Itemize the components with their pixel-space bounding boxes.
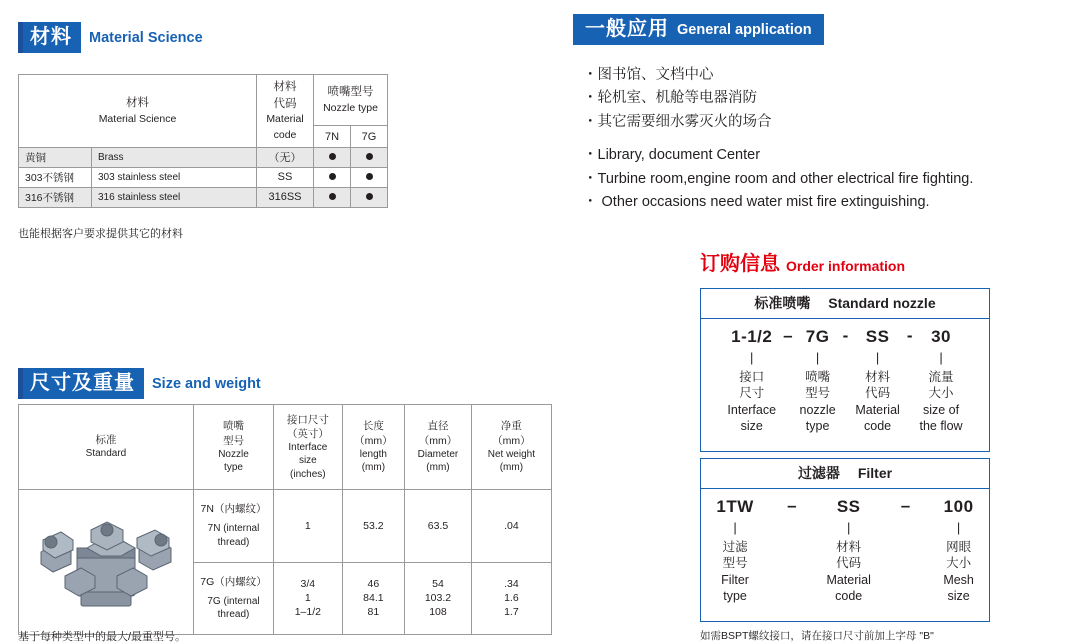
size-note: 基于每种类型中的最大/最重型号。	[18, 631, 187, 643]
order-code-part: SS | 材料 代码 Material code	[815, 496, 883, 605]
material-7g-dot	[351, 167, 388, 187]
list-item: ・图书馆、文档中心	[583, 67, 714, 83]
material-name-cn: 316不锈钢	[19, 187, 92, 207]
material-heading-en: Material Science	[89, 29, 203, 46]
material-table	[18, 74, 388, 208]
nozzle-type-cell: 7G（内螺纹） 7G (internal thread)	[193, 562, 273, 635]
connector-line: |	[846, 520, 851, 536]
table-row	[19, 147, 388, 167]
nozzle-type-cell: 7N（内螺纹） 7N (internal thread)	[193, 490, 273, 563]
net-weight-header: 净重 （mm） Net weight (mm)	[471, 405, 551, 490]
table-row	[19, 187, 388, 207]
filter-title	[701, 459, 989, 489]
connector-line: |	[956, 520, 961, 536]
material-code: （无）	[257, 147, 314, 167]
material-7g-dot	[351, 187, 388, 207]
table-header-row	[19, 405, 552, 490]
order-note: 如需BSPT螺纹接口，请在接口尺寸前加上字母 "B"	[700, 630, 934, 642]
list-item: ・Library, document Center	[583, 147, 761, 164]
general-application-list	[583, 64, 1053, 215]
order-code-part: 30 | 流量 大小 size of the flow	[919, 327, 963, 434]
material-name-en: 316 stainless steel	[92, 187, 257, 207]
bullet-dot-icon	[366, 173, 373, 180]
filter-code-breakdown	[701, 489, 989, 605]
material-code: SS	[257, 167, 314, 187]
standard-nozzle-order-box	[700, 288, 990, 452]
filter-title-cn: 过滤器	[797, 465, 840, 481]
list-item: ・Turbine room,engine room and other electrical fire fighting.	[583, 170, 974, 187]
standard-header: 标准 Standard	[19, 405, 194, 490]
bullet-dot-icon	[329, 153, 336, 160]
size-weight-table	[18, 404, 552, 635]
order-code-part: 1TW | 过滤 型号 Filter type	[701, 496, 769, 605]
material-name-header	[19, 75, 257, 148]
length-cell: 53.2	[342, 490, 405, 563]
nozzle-product-photo	[19, 490, 194, 635]
general-heading-en: General application	[677, 21, 812, 38]
material-name-header-cn: 材料	[126, 96, 149, 109]
size-heading-en: Size and weight	[152, 375, 261, 392]
heading-accent-bar	[18, 22, 23, 53]
general-heading-cn: 一般应用	[585, 18, 669, 40]
material-heading-cn: 材料	[18, 22, 81, 53]
diameter-cell: 63.5	[405, 490, 472, 563]
order-code-part: 1-1/2 | 接口 尺寸 Interface size	[727, 327, 777, 434]
order-separator: –	[787, 496, 797, 515]
standard-nozzle-title-cn: 标准喷嘴	[754, 295, 811, 311]
order-separator: -	[906, 326, 913, 345]
interface-size-cell: 1	[274, 490, 342, 563]
material-name-cn: 黄铜	[19, 147, 92, 167]
connector-line: |	[750, 350, 754, 366]
table-row	[19, 167, 388, 187]
nozzle-7g-subheader: 7G	[351, 126, 388, 147]
bullet-dot-icon	[366, 153, 373, 160]
order-code-part: 100 | 网眼 大小 Mesh size	[928, 496, 989, 605]
nozzle-type-header: 喷嘴型号 Nozzle type	[314, 75, 388, 126]
standard-nozzle-code-breakdown	[701, 319, 989, 435]
standard-nozzle-title-en: Standard nozzle	[828, 295, 936, 311]
diameter-cell: 54 103.2 108	[405, 562, 472, 635]
connector-line: |	[733, 520, 737, 536]
interface-size-cell: 3/4 1 1–1/2	[274, 562, 342, 635]
nozzle-7n-subheader: 7N	[314, 126, 351, 147]
order-separator: -	[842, 326, 849, 345]
material-7n-dot	[314, 147, 351, 167]
size-heading-cn: 尺寸及重量	[18, 368, 144, 399]
material-7g-dot	[351, 147, 388, 167]
heading-accent-bar	[18, 368, 23, 399]
standard-nozzle-title	[701, 289, 989, 319]
filter-title-en: Filter	[857, 465, 893, 481]
connector-line: |	[875, 350, 880, 366]
table-row	[19, 490, 552, 563]
order-heading-en: Order information	[786, 257, 906, 274]
table-header-row	[19, 75, 388, 126]
size-section-heading	[18, 368, 261, 399]
list-item: ・ Other occasions need water mist fire extinguishing.	[583, 194, 930, 211]
net-weight-cell: .34 1.6 1.7	[471, 562, 551, 635]
order-heading-cn: 订购信息	[700, 253, 780, 275]
connector-line: |	[939, 350, 943, 366]
material-section-heading	[18, 22, 203, 53]
material-name-en: Brass	[92, 147, 257, 167]
connector-line: |	[815, 350, 820, 366]
general-section-heading	[573, 14, 824, 45]
length-cell: 46 84.1 81	[342, 562, 405, 635]
list-item: ・轮机室、机舱等电器消防	[583, 90, 757, 107]
material-name-header-en: Material Science	[98, 112, 177, 125]
bullet-dot-icon	[366, 193, 373, 200]
material-7n-dot	[314, 167, 351, 187]
net-weight-cell: .04	[471, 490, 551, 563]
bullet-dot-icon	[329, 173, 336, 180]
material-note: 也能根据客户要求提供其它的材料	[18, 228, 183, 240]
order-separator: –	[900, 496, 911, 515]
diameter-header: 直径 （mm） Diameter (mm)	[405, 405, 472, 490]
bullet-dot-icon	[329, 193, 336, 200]
filter-order-box	[700, 458, 990, 622]
material-code-header: 材料 代码 Material code	[257, 75, 314, 148]
nozzle-illustration	[21, 490, 191, 630]
order-section-heading	[700, 254, 905, 274]
material-name-cn: 303不锈钢	[19, 167, 92, 187]
order-code-part: SS | 材料 代码 Material code	[855, 327, 900, 434]
material-name-en: 303 stainless steel	[92, 167, 257, 187]
material-code: 316SS	[257, 187, 314, 207]
order-code-part: 7G | 喷嘴 型号 nozzle type	[799, 327, 836, 434]
interface-size-header: 接口尺寸 （英寸） Interface size (inches)	[274, 405, 342, 490]
material-7n-dot	[314, 187, 351, 207]
nozzle-type-header: 喷嘴 型号 Nozzle type	[193, 405, 273, 490]
list-item: ・其它需要细水雾灭火的场合	[583, 113, 772, 130]
list-spacer	[583, 134, 1053, 144]
order-separator: –	[783, 326, 793, 345]
length-header: 长度 （mm） length (mm)	[342, 405, 405, 490]
